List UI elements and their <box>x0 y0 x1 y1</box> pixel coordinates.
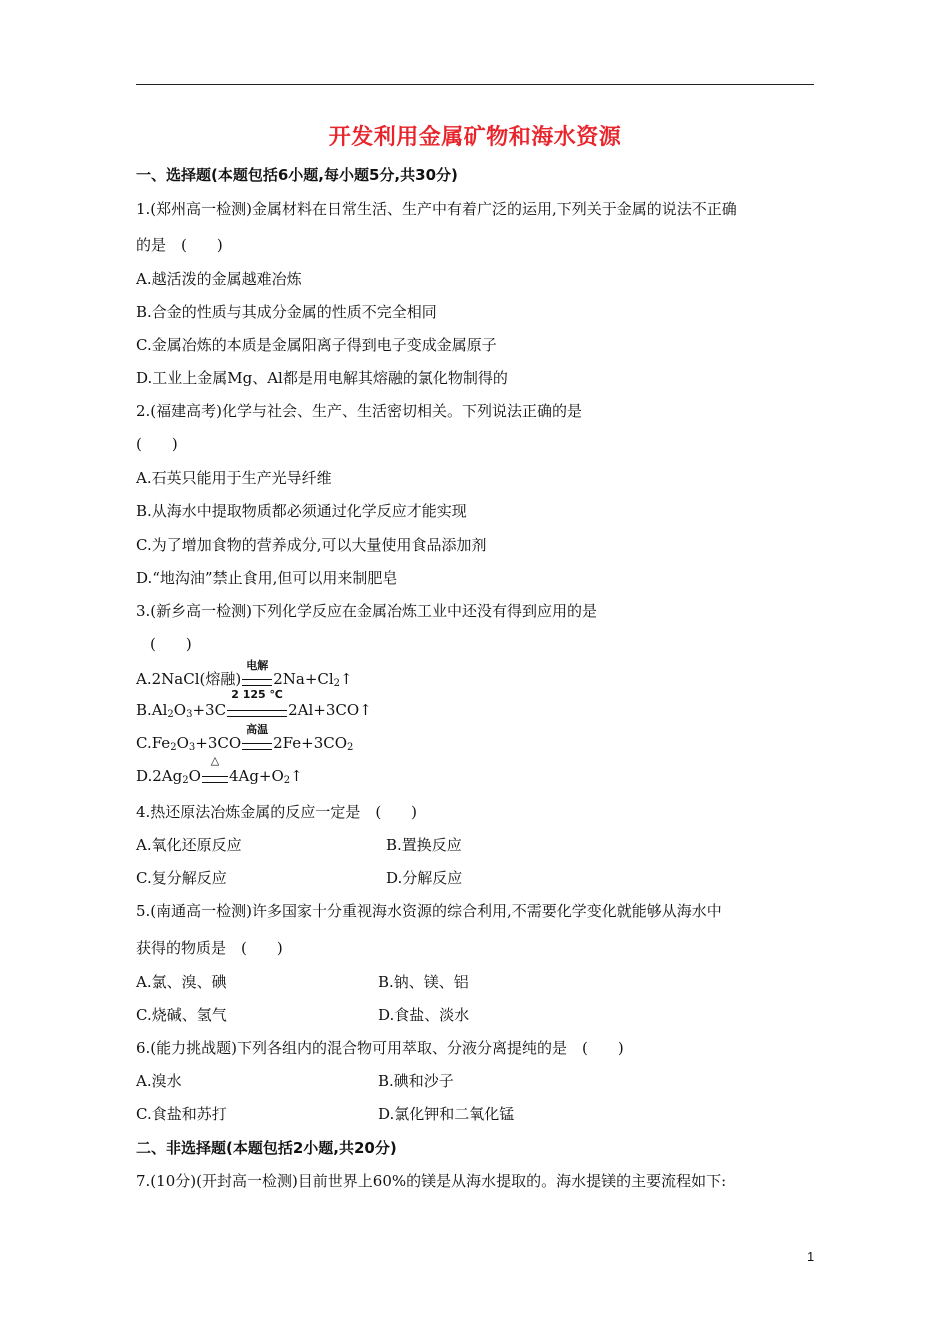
question-6-option-b: B.碘和沙子 <box>378 1072 454 1090</box>
equation-a-reactants: A.2NaCl(熔融) <box>136 670 242 688</box>
equation-b-condition: 2 125 ℃ <box>227 701 287 719</box>
question-3-option-b: $B.Al_2O_3+3C$ 2 125 ℃ 2Al+3CO↑ <box>136 688 372 720</box>
question-2-stem: 2.(福建高考)化学与社会、生产、生活密切相关。下列说法正确的是 <box>136 402 583 420</box>
question-6-option-c: C.食盐和苏打 <box>136 1105 227 1123</box>
question-5-stem-cont: 获得的物质是 ( ) <box>136 939 283 957</box>
question-5-option-c: C.烧碱、氢气 <box>136 1006 227 1024</box>
question-3-option-a: A.2NaCl(熔融) 电解 $2Na+Cl_2↑$ <box>136 659 353 689</box>
question-1-option-d: D.工业上金属Mg、Al都是用电解其熔融的氯化物制得的 <box>136 369 508 387</box>
question-2-option-a: A.石英只能用于生产光导纤维 <box>136 469 332 487</box>
question-2-stem-cont: ( ) <box>136 435 178 453</box>
question-2-option-c: C.为了增加食物的营养成分,可以大量使用食品添加剂 <box>136 536 487 554</box>
question-2-option-d: D.“地沟油”禁止食用,但可以用来制肥皂 <box>136 569 398 587</box>
equation-b-products: 2Al+3CO↑ <box>288 701 372 719</box>
question-4-stem: 4.热还原法冶炼金属的反应一定是 ( ) <box>136 803 418 821</box>
question-1-option-c: C.金属冶炼的本质是金属阳离子得到电子变成金属原子 <box>136 336 497 354</box>
section-heading-choice: 一、选择题(本题包括6小题,每小题5分,共30分) <box>136 166 458 184</box>
question-3-option-d: $D.2Ag_2O$ △ $4Ag+O_2↑$ <box>136 754 303 786</box>
question-4-option-d: D.分解反应 <box>386 869 463 887</box>
question-5-stem: 5.(南通高一检测)许多国家十分重视海水资源的综合利用,不需要化学变化就能够从海水中 <box>136 902 722 920</box>
question-4-option-b: B.置换反应 <box>386 836 462 854</box>
question-4-option-a: A.氧化还原反应 <box>136 836 242 854</box>
question-1-option-b: B.合金的性质与其成分金属的性质不完全相同 <box>136 303 437 321</box>
header-rule <box>136 84 814 85</box>
question-5-option-d: D.食盐、淡水 <box>378 1006 470 1024</box>
question-3-stem-cont: ( ) <box>150 635 192 653</box>
question-6-option-a: A.溴水 <box>136 1072 182 1090</box>
question-5-option-a: A.氯、溴、碘 <box>136 973 227 991</box>
question-6-option-d: D.氯化钾和二氧化锰 <box>378 1105 515 1123</box>
question-1-stem: 1.(郑州高一检测)金属材料在日常生活、生产中有着广泛的运用,下列关于金属的说法不正确 <box>136 200 737 218</box>
question-6-stem: 6.(能力挑战题)下列各组内的混合物可用萃取、分液分离提纯的是 ( ) <box>136 1039 624 1057</box>
equation-a-condition: 电解 <box>242 670 272 688</box>
page-number: 1 <box>807 1249 815 1264</box>
question-3-stem: 3.(新乡高一检测)下列化学反应在金属冶炼工业中还没有得到应用的是 <box>136 602 598 620</box>
section-heading-nonchoice: 二、非选择题(本题包括2小题,共20分) <box>136 1139 397 1157</box>
question-4-option-c: C.复分解反应 <box>136 869 227 887</box>
question-1-stem-cont: 的是 ( ) <box>136 236 223 254</box>
page-title: 开发利用金属矿物和海水资源 <box>328 125 622 150</box>
question-7-stem: 7.(10分)(开封高一检测)目前世界上60%的镁是从海水提取的。海水提镁的主要流程如下: <box>136 1172 727 1190</box>
question-3-option-c: $C.Fe_2O_3+3CO$ 高温 $2Fe+3CO_2$ <box>136 723 354 753</box>
question-5-option-b: B.钠、镁、铝 <box>378 973 469 991</box>
equation-d-condition: △ <box>202 767 228 785</box>
equation-a-products: 2Na+Cl <box>273 670 334 688</box>
equation-c-condition: 高温 <box>242 734 272 752</box>
question-2-option-b: B.从海水中提取物质都必须通过化学反应才能实现 <box>136 502 467 520</box>
question-1-option-a: A.越活泼的金属越难冶炼 <box>136 270 302 288</box>
